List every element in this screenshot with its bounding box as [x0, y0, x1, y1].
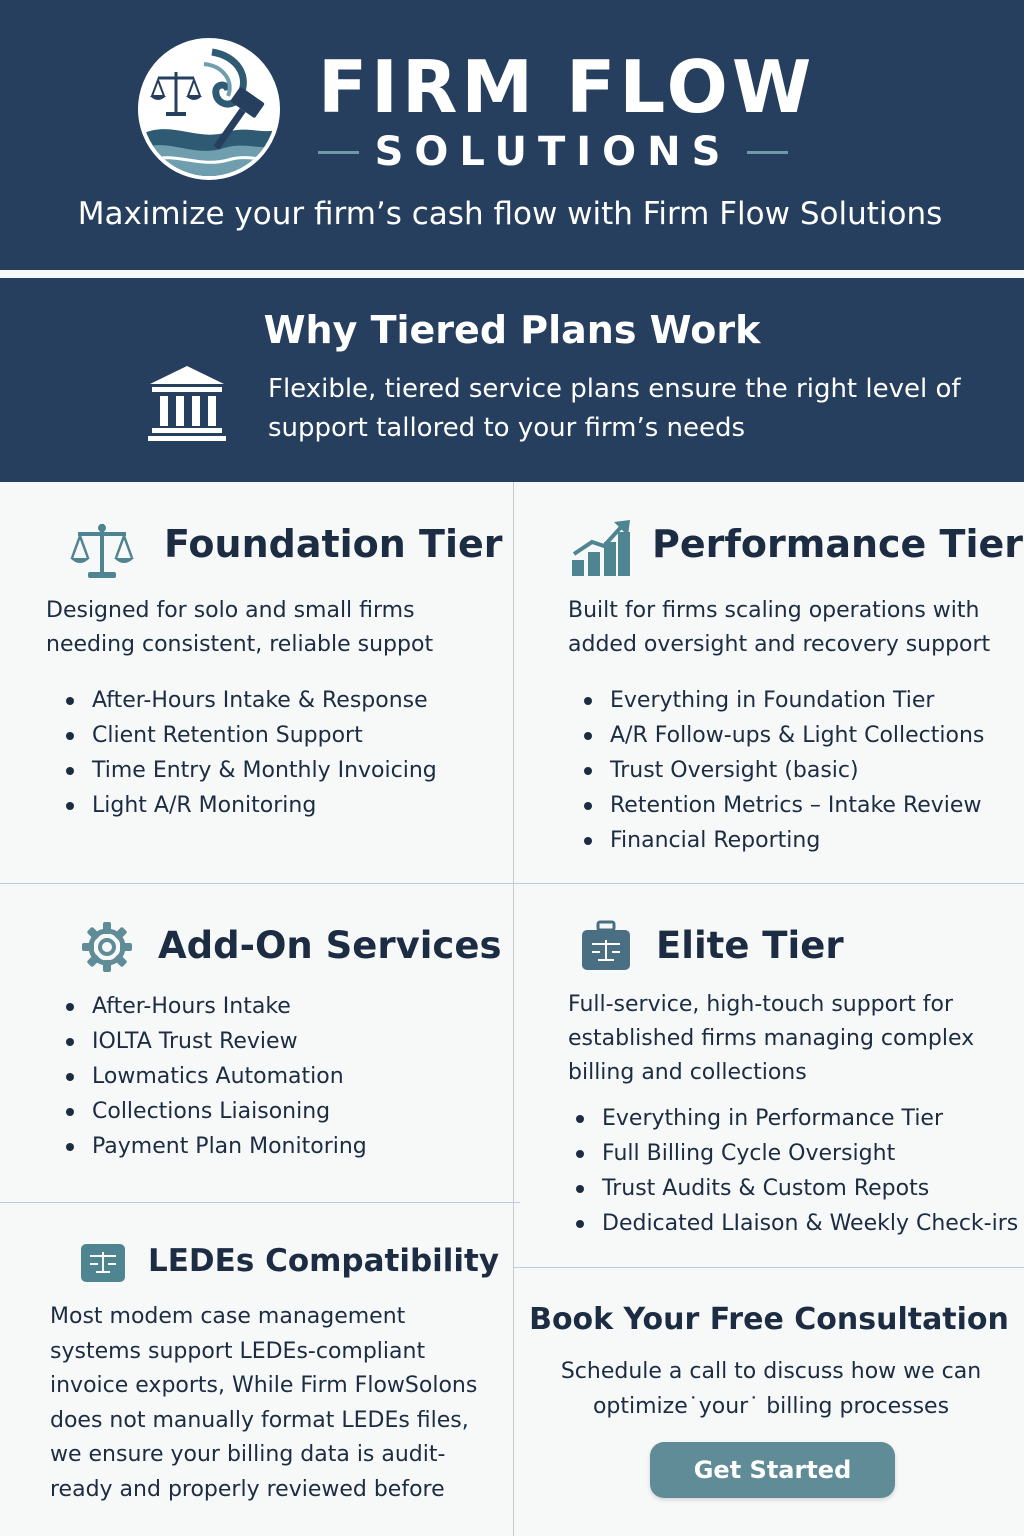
- list-item: IOLTA Trust Review: [46, 1024, 367, 1059]
- header-divider: [0, 270, 1024, 278]
- list-item: Lowmatics Automation: [46, 1059, 367, 1094]
- brand-subtitle-row: [318, 124, 788, 180]
- ledes-text: Most modem case management systems support LEDEs-compliant invoice exports, While Firm FlowSolons does not manually format LEDEs files, we ensure your billing data is audit-ready and properly reviewed before: [50, 1304, 478, 1502]
- addons-list: [46, 989, 367, 1164]
- briefcase-icon: [580, 920, 632, 972]
- performance-list: [564, 683, 984, 858]
- performance-description: Built for firms scaling operations with added oversight and recovery support: [568, 598, 991, 657]
- elite-title: Elite Tier: [656, 924, 844, 967]
- why-section: [0, 278, 1024, 482]
- brand-subtitle: SOLUTIONS: [374, 129, 732, 175]
- tagline: Maximize your firm’s cash flow with Firm Flow Solutions: [77, 196, 943, 232]
- header-banner: [0, 0, 1024, 270]
- subtitle-dash-left: [318, 151, 359, 154]
- list-item: Dedicated LIaison & Weekly Check-irs: [556, 1206, 1018, 1241]
- foundation-title: Foundation Tier: [164, 522, 503, 566]
- get-started-button[interactable]: Get Started: [650, 1442, 895, 1498]
- gear-icon: [80, 920, 134, 974]
- list-item: Client Retention Support: [46, 718, 437, 753]
- list-item: Payment Plan Monitoring: [46, 1129, 367, 1164]
- elite-list: [556, 1101, 1018, 1241]
- grid-divider-right-2: [513, 1267, 1024, 1268]
- foundation-list: [46, 683, 437, 823]
- list-item: A/R Follow-ups & Light Collections: [564, 718, 984, 753]
- foundation-description: Designed for solo and small firms needing consistent, reliable suppot: [46, 598, 434, 657]
- grid-divider-row-1: [0, 883, 1024, 884]
- courthouse-icon: [146, 362, 228, 444]
- subtitle-dash-right: [747, 151, 788, 154]
- scales-icon: [68, 520, 136, 582]
- addons-title: Add-On Services: [158, 924, 502, 967]
- brand-title: FIRM FLOW: [318, 45, 816, 129]
- list-item: Trust Audits & Custom Repots: [556, 1171, 1018, 1206]
- grid-divider-vertical: [513, 482, 514, 1536]
- list-item: After-Hours Intake: [46, 989, 367, 1024]
- why-text: Flexible, tiered service plans ensure the right level of support tallored to your firm’s needs: [268, 374, 961, 443]
- cta-title: Book Your Free Consultation: [529, 1302, 1009, 1337]
- list-item: Everything in Foundation Tier: [564, 683, 984, 718]
- list-item: Trust Oversight (basic): [564, 753, 984, 788]
- briefcase-icon: [80, 1242, 126, 1284]
- cta-text: Schedule a call to discuss how we can optimize˙your˙ billing processes: [560, 1359, 982, 1419]
- list-item: Collections Liaisoning: [46, 1094, 367, 1129]
- list-item: Time Entry & Monthly Invoicing: [46, 753, 437, 788]
- list-item: Everything in Performance Tier: [556, 1101, 1018, 1136]
- list-item: After-Hours Intake & Response: [46, 683, 437, 718]
- performance-title: Performance Tier: [652, 522, 1024, 566]
- ledes-title: LEDEs Compatibility: [148, 1243, 500, 1279]
- growth-chart-icon: [570, 518, 632, 578]
- list-item: Retention Metrics – Intake Review: [564, 788, 984, 823]
- list-item: Full Billing Cycle Oversight: [556, 1136, 1018, 1171]
- grid-divider-left-2: [0, 1202, 520, 1203]
- why-title: Why Tiered Plans Work: [263, 308, 761, 352]
- list-item: Financial Reporting: [564, 823, 984, 858]
- logo-icon: [138, 38, 280, 180]
- elite-description: Full-service, high-touch support for established firms managing complex billing and collections: [568, 992, 975, 1085]
- list-item: Light A/R Monitoring: [46, 788, 437, 823]
